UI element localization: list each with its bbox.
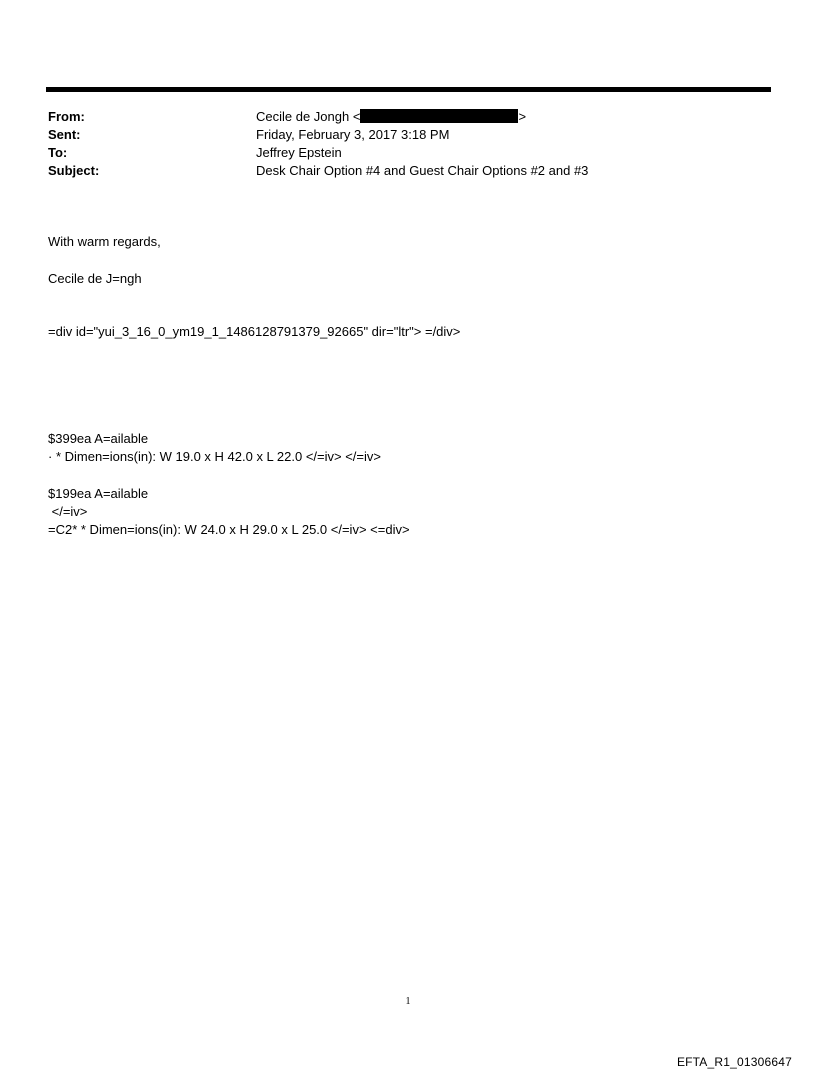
item2-price-line: $199ea A=ailable (48, 486, 149, 501)
greeting-line: With warm regards, (48, 234, 161, 249)
from-value (256, 108, 748, 126)
to-value: Jeffrey Epstein (256, 145, 342, 160)
subject-value: Desk Chair Option #4 and Guest Chair Options #2 and #3 (256, 163, 589, 178)
email-header (48, 108, 748, 180)
document-id: EFTA_R1_01306647 (676, 1055, 792, 1069)
sent-row (48, 126, 748, 144)
item2-dimensions-line: =C2* * Dimen=ions(in): W 24.0 x H 29.0 x L 25.0 </=iv> <=div> (48, 522, 410, 537)
to-label: To: (48, 145, 68, 160)
signature-line: Cecile de J=ngh (48, 271, 142, 286)
redaction-box (360, 109, 518, 123)
sent-label: Sent: (48, 127, 81, 142)
subject-row (48, 162, 748, 180)
from-label: From: (48, 109, 85, 124)
item1-price-line: $399ea A=ailable (48, 431, 149, 446)
html-fragment-line: =div id="yui_3_16_0_ym19_1_1486128791379_92665" dir="ltr"> =/div> (48, 324, 461, 339)
from-name: Cecile de Jongh < (256, 109, 361, 124)
to-row (48, 144, 748, 162)
from-row (48, 108, 748, 126)
header-divider-rule (46, 87, 771, 92)
page-number: 1 (405, 996, 411, 1007)
from-close-bracket: > (518, 109, 527, 124)
item1-dimensions-line: · * Dimen=ions(in): W 19.0 x H 42.0 x L 22.0 </=iv> </=iv> (48, 449, 381, 464)
item2-closing-tag-line: </=iv> (48, 504, 88, 519)
sent-value: Friday, February 3, 2017 3:18 PM (256, 127, 450, 142)
subject-label: Subject: (48, 163, 100, 178)
